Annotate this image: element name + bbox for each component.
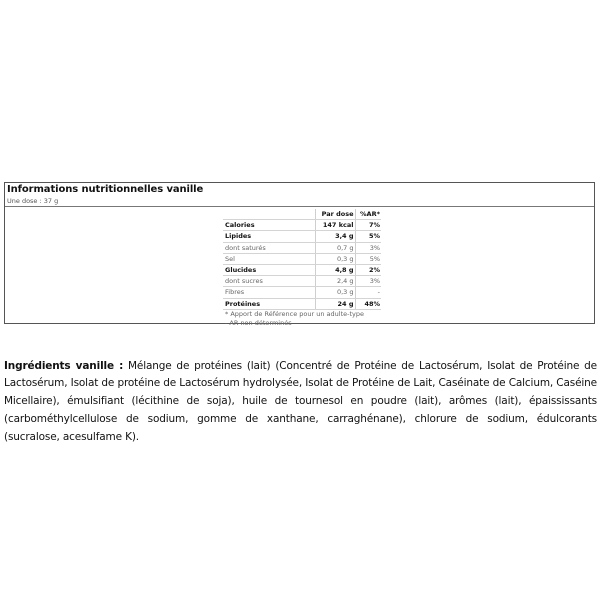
row-label: Fibres (223, 287, 315, 298)
row-label: Lipides (223, 231, 315, 242)
footnote-row (223, 309, 381, 319)
table-row (223, 253, 381, 264)
table-row (223, 276, 381, 287)
row-value: 0,7 g (315, 242, 355, 253)
row-label: dont sucres (223, 276, 315, 287)
row-label: Protéines (223, 298, 315, 309)
nutrition-title: Informations nutritionnelles vanille (7, 184, 204, 195)
row-ar: 7% (355, 220, 381, 231)
serving-size: Une dose : 37 g (7, 197, 59, 205)
nutrition-panel (4, 182, 595, 328)
row-ar: 5% (355, 231, 381, 242)
row-value: 0,3 g (315, 287, 355, 298)
row-ar: 3% (355, 242, 381, 253)
row-label: Calories (223, 220, 315, 231)
table-row (223, 287, 381, 298)
row-ar: 2% (355, 265, 381, 276)
ingredients-paragraph (4, 358, 597, 447)
row-ar: 5% (355, 253, 381, 264)
table-header-row (223, 209, 381, 220)
header-empty (223, 209, 315, 220)
row-ar: 3% (355, 276, 381, 287)
row-label: Glucides (223, 265, 315, 276)
row-value: 147 kcal (315, 220, 355, 231)
row-label: Sel (223, 253, 315, 264)
nutrition-table (223, 209, 381, 329)
table-row (223, 220, 381, 231)
table-row (223, 298, 381, 309)
table-row (223, 231, 381, 242)
header-divider (5, 206, 594, 207)
header-per-dose: Par dose (315, 209, 355, 220)
row-label: dont saturés (223, 242, 315, 253)
ingredients-label: Ingrédients vanille : (4, 359, 124, 372)
row-value: 2,4 g (315, 276, 355, 287)
footnote-undetermined: - AR non déterminés (225, 319, 292, 328)
header-ar: %AR* (355, 209, 381, 220)
row-value: 0,3 g (315, 253, 355, 264)
footnote-ar: * Apport de Référence pour un adulte-type (225, 309, 364, 318)
table-row (223, 242, 381, 253)
row-value: 4,8 g (315, 265, 355, 276)
table-row (223, 265, 381, 276)
row-ar: 48% (355, 298, 381, 309)
row-value: 3,4 g (315, 231, 355, 242)
ingredients-text: Mélange de protéines (lait) (Concentré de Protéine de Lactosérum, Isolat de Protéine de Lactosérum, Isolat de protéine de Lactosérum hydrolysée, Isolat de Protéine de Lait, Caséinate de Calcium, Caséine Micellaire), émulsifiant (lécithine de soja), huile de tournesol en poudre (lait), arômes (lait), épaississants (carbométhylcellulose de sodium, gomme de xanthane, carraghénane), chlorure de sodium, édulcorants (sucralose, acesulfame K). (4, 359, 597, 443)
row-ar: - (355, 287, 381, 298)
footnote-row (223, 319, 381, 329)
row-value: 24 g (315, 298, 355, 309)
